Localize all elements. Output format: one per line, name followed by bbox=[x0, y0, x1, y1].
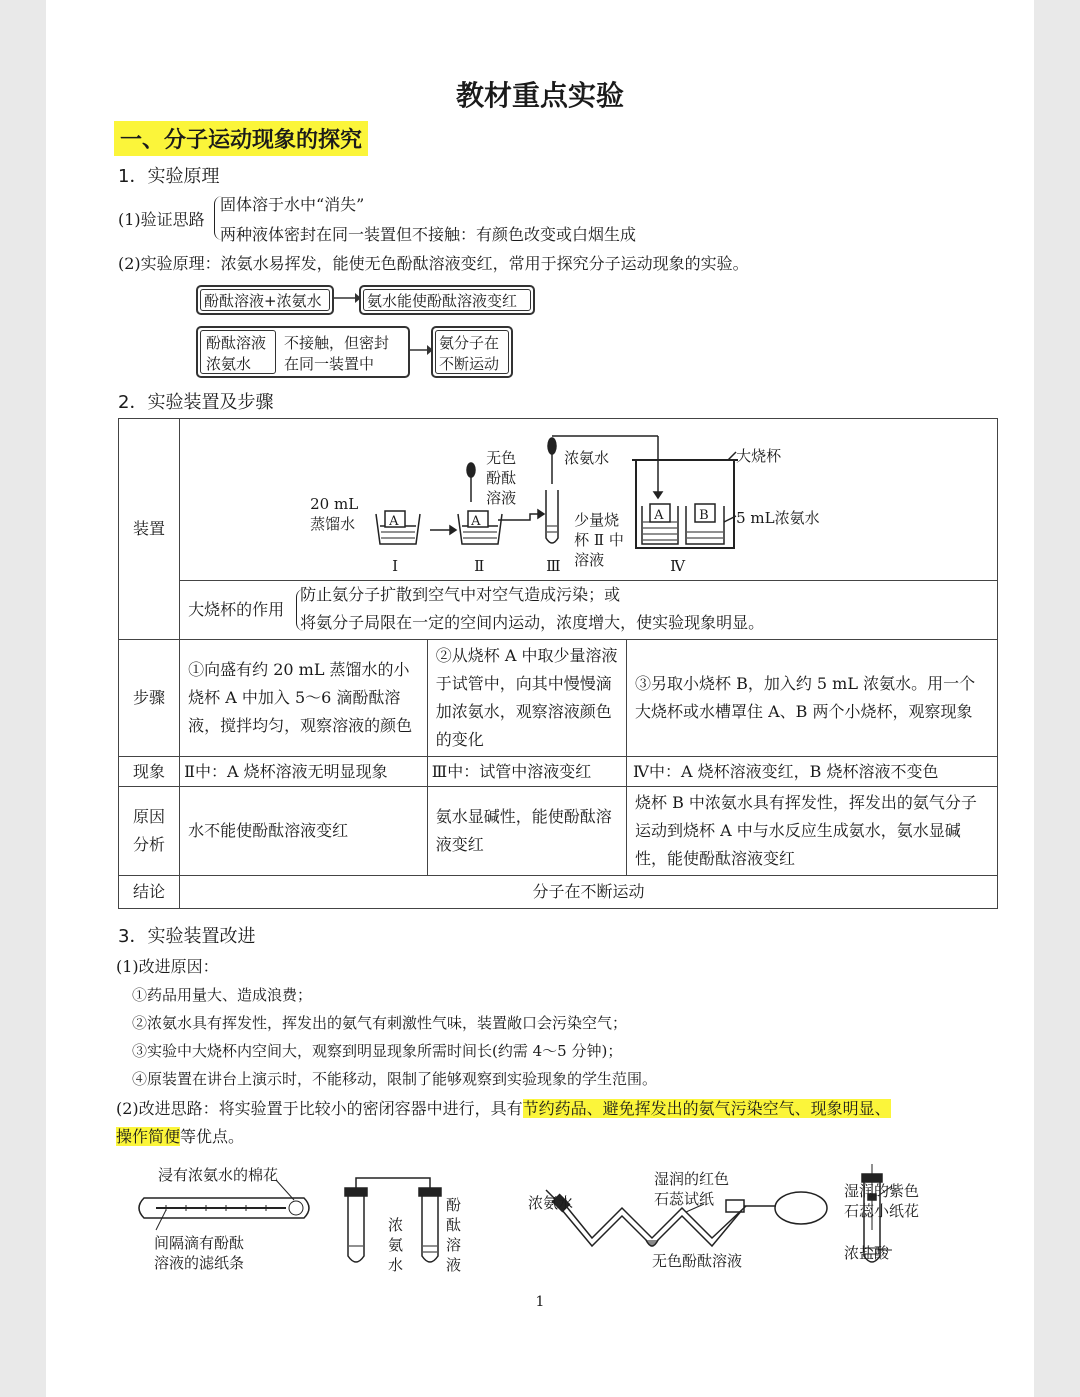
role-a: 防止氨分子扩散到空气中对空气造成污染；或 bbox=[300, 585, 621, 604]
page-title: 教材重点实验 bbox=[455, 79, 624, 112]
beaker-a-label: A bbox=[389, 513, 399, 529]
apparatus-numeral: Ⅳ bbox=[670, 556, 686, 575]
flow-box-result bbox=[359, 285, 535, 315]
apparatus-label: 20 mL bbox=[310, 494, 359, 513]
verify-a: 固体溶于水中“消失” bbox=[220, 195, 365, 214]
section-heading: 一、分子运动现象的探究 bbox=[114, 121, 368, 156]
arrow-icon bbox=[407, 340, 433, 360]
conclusion-cell: 分子在不断运动 bbox=[180, 876, 998, 909]
idea-highlight: 节约药品、避免挥发出的氨气污染空气、现象明显、 bbox=[522, 1099, 891, 1118]
improved-label: 水 bbox=[388, 1256, 404, 1274]
row-label-reason: 原因 分析 bbox=[119, 787, 180, 876]
apparatus-label: 大烧杯 bbox=[736, 446, 782, 465]
improved-label: 浸有浓氨水的棉花 bbox=[158, 1166, 279, 1184]
reason-1: ①药品用量大、造成浪费； bbox=[132, 986, 313, 1004]
reason2-cell: 氨水显碱性，能使酚酞溶液变红 bbox=[427, 787, 626, 876]
improved-label: 氨 bbox=[388, 1236, 404, 1254]
idea-suffix: 等优点。 bbox=[180, 1127, 245, 1146]
apparatus-diagram bbox=[180, 420, 997, 580]
principle-text: (2)实验原理：浓氨水易挥发，能使无色酚酞溶液变红，常用于探究分子运动现象的实验。 bbox=[118, 254, 749, 273]
idea-highlight: 操作简便 bbox=[116, 1127, 181, 1146]
apparatus-numeral: Ⅰ bbox=[392, 556, 399, 575]
part1-heading: 1．实验原理 bbox=[118, 166, 220, 187]
apparatus-label: 酚酞 bbox=[486, 468, 517, 487]
improved-label: 湿润的红色 bbox=[654, 1170, 730, 1188]
idea-line2 bbox=[116, 1124, 244, 1147]
flow-text: 在同一装置中 bbox=[284, 355, 375, 373]
role-label: 大烧杯的作用 bbox=[188, 600, 285, 619]
flow-text: 氨水能使酚酞溶液变红 bbox=[367, 292, 518, 310]
phen2-cell: Ⅲ中：试管中溶液变红 bbox=[427, 757, 626, 787]
flow-box-setup bbox=[196, 326, 410, 378]
apparatus-label: 少量烧 bbox=[574, 510, 620, 529]
apparatus-numeral: Ⅲ bbox=[546, 556, 561, 575]
flow-box-reagents bbox=[196, 285, 334, 315]
improved-label: 浓盐酸 bbox=[844, 1244, 890, 1262]
experiment-table bbox=[118, 418, 998, 909]
phen3-cell: Ⅳ中：A 烧杯溶液变红，B 烧杯溶液不变色 bbox=[626, 757, 997, 787]
improved-label: 石蕊小纸花 bbox=[844, 1202, 920, 1220]
row-label-conclusion: 结论 bbox=[119, 876, 180, 909]
step3-cell: ③另取小烧杯 B，加入约 5 mL 浓氨水。用一个大烧杯或水槽罩住 A、B 两个小烧杯，观察现象 bbox=[626, 640, 997, 757]
arrow-icon bbox=[331, 288, 361, 308]
row-label-phenomenon: 现象 bbox=[119, 757, 180, 787]
step2-cell: ②从烧杯 A 中取少量溶液于试管中，向其中慢慢滴加浓氨水，观察溶液颜色的变化 bbox=[427, 640, 626, 757]
improved-label: 石蕊试纸 bbox=[654, 1190, 715, 1208]
reason1-cell: 水不能使酚酞溶液变红 bbox=[180, 787, 428, 876]
improved-label: 溶液的滤纸条 bbox=[154, 1254, 245, 1272]
verify-label: (1)验证思路 bbox=[118, 210, 205, 229]
beaker-a-label: A bbox=[471, 513, 481, 529]
beaker-a-label: A bbox=[654, 507, 664, 523]
improved-label: 浓氨水 bbox=[528, 1194, 574, 1212]
flow-text: 酚酞溶液 bbox=[206, 334, 267, 352]
beaker-b-label: B bbox=[699, 507, 709, 523]
flow-text: 不接触，但密封 bbox=[284, 334, 390, 352]
flow-text: 浓氨水 bbox=[206, 355, 252, 373]
document-page bbox=[46, 0, 1034, 1397]
improved-label: 酞 bbox=[446, 1216, 462, 1234]
part2-heading: 2．实验装置及步骤 bbox=[118, 392, 274, 413]
flow-text: 不断运动 bbox=[439, 355, 500, 373]
row-label-steps: 步骤 bbox=[119, 640, 180, 757]
page-number: 1 bbox=[535, 1294, 545, 1310]
reason3-cell: 烧杯 B 中浓氨水具有挥发性，挥发出的氨气分子运动到烧杯 A 中与水反应生成氨水，氨水显碱性，能使酚酞溶液变红 bbox=[626, 787, 997, 876]
part3-heading: 3．实验装置改进 bbox=[118, 926, 256, 947]
apparatus-label: 蒸馏水 bbox=[310, 514, 356, 533]
reason-heading: (1)改进原因： bbox=[116, 957, 219, 976]
apparatus-cell bbox=[180, 419, 998, 581]
improved-label: 无色酚酞溶液 bbox=[652, 1252, 743, 1270]
step1-cell: ①向盛有约 20 mL 蒸馏水的小烧杯 A 中加入 5～6 滴酚酞溶液，搅拌均匀，观察溶液的颜色 bbox=[180, 640, 428, 757]
apparatus-label: 杯 Ⅱ 中 bbox=[574, 530, 624, 549]
apparatus-label: 5 mL浓氨水 bbox=[736, 508, 820, 527]
improved-label: 酚 bbox=[446, 1196, 462, 1214]
flow-text: 氨分子在 bbox=[439, 334, 500, 352]
improved-label: 溶 bbox=[446, 1236, 462, 1254]
idea-line1 bbox=[116, 1096, 891, 1119]
flow-text: 酚酞溶液+浓氨水 bbox=[204, 292, 322, 310]
reason-4: ④原装置在讲台上演示时，不能移动，限制了能够观察到实验现象的学生范围。 bbox=[132, 1070, 658, 1088]
phen1-cell: Ⅱ中：A 烧杯溶液无明显现象 bbox=[180, 757, 428, 787]
improved-label: 液 bbox=[446, 1256, 462, 1274]
flow-box-conclusion bbox=[431, 326, 513, 378]
apparatus-label: 溶液 bbox=[486, 488, 517, 507]
reason-3: ③实验中大烧杯内空间大，观察到明显现象所需时间长(约需 4～5 分钟)； bbox=[132, 1042, 623, 1060]
idea-prefix: (2)改进思路：将实验置于比较小的密闭容器中进行，具有 bbox=[116, 1099, 523, 1118]
apparatus-label: 溶液 bbox=[574, 550, 605, 569]
apparatus-label: 无色 bbox=[486, 448, 517, 467]
apparatus-numeral: Ⅱ bbox=[474, 556, 485, 575]
improved-label: 间隔滴有酚酞 bbox=[154, 1234, 245, 1252]
improved-label: 浓 bbox=[388, 1216, 404, 1234]
apparatus-label: 浓氨水 bbox=[564, 448, 610, 467]
improved-label: 湿润的紫色 bbox=[844, 1182, 920, 1200]
big-beaker-role-cell bbox=[180, 581, 998, 640]
row-label-device: 装置 bbox=[119, 419, 180, 640]
reason-2: ②浓氨水具有挥发性，挥发出的氨气有刺激性气味，装置敞口会污染空气； bbox=[132, 1014, 628, 1032]
role-b: 将氨分子局限在一定的空间内运动，浓度增大，使实验现象明显。 bbox=[300, 613, 765, 632]
verify-b: 两种液体密封在同一装置但不接触：有颜色改变或白烟生成 bbox=[220, 225, 637, 244]
